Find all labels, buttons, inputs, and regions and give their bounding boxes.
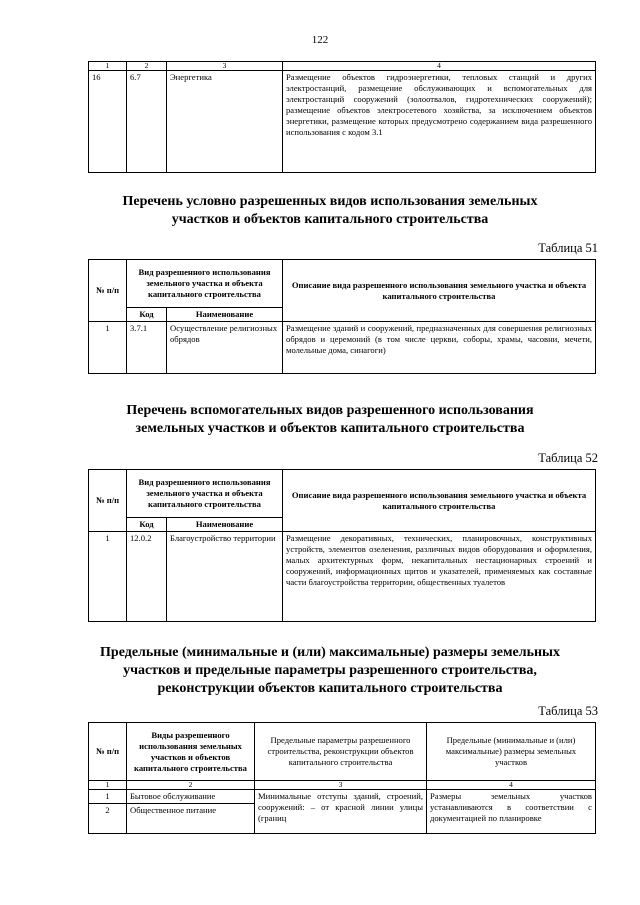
- header-code: Код: [127, 308, 167, 322]
- continuation-table: [88, 61, 596, 173]
- row-kind: Бытовое обслуживание: [127, 790, 255, 804]
- col-number: 4: [427, 781, 596, 790]
- table-53-label: Таблица 53: [538, 704, 598, 718]
- row-name: Благоустройство территории: [167, 532, 283, 622]
- header-description: Описание вида разрешенного использования земельного участка и объекта капитального строительства: [283, 260, 596, 322]
- section-52-heading: [60, 402, 600, 438]
- section-53-heading: [40, 644, 620, 698]
- row-name: Энергетика: [167, 71, 283, 173]
- page-number: 122: [311, 34, 329, 46]
- heading-line: Предельные (минимальные и (или) максимальные) размеры земельных: [100, 645, 560, 660]
- col-number: 2: [127, 781, 255, 790]
- header-name: Наименование: [167, 518, 283, 532]
- row-number: 1: [89, 532, 127, 622]
- heading-line: участков и предельные параметры разрешенного строительства,: [123, 663, 537, 678]
- section-51-heading: [60, 193, 600, 229]
- row-description: Размещение объектов гидроэнергетики, тепловых станций и других электростанций, размещение обслуживающих и вспомогательных для электростанций сооружений (золоотвалов, гидротехнических сооружений); размещение объектов электросетевого хозяйства, за исключением объектов энергетики, размещение которых предусмотрено содержанием вида разрешенного использования с кодом 3.1: [283, 71, 596, 173]
- header-num: № п/п: [89, 260, 127, 322]
- table-52: [88, 469, 596, 622]
- header-kinds: Виды разрешенного использования земельных участков и объектов капитального строительства: [127, 723, 255, 781]
- row-number: 16: [89, 71, 127, 173]
- row-code: 12.0.2: [127, 532, 167, 622]
- row-number: 1: [89, 322, 127, 374]
- table-51-label: Таблица 51: [538, 241, 598, 255]
- row-kind: Общественное питание: [127, 804, 255, 834]
- heading-line: Перечень вспомогательных видов разрешенного использования: [126, 403, 534, 418]
- header-code: Код: [127, 518, 167, 532]
- row-code: 3.7.1: [127, 322, 167, 374]
- row-description: Размещение декоративных, технических, планировочных, конструктивных устройств, элементов озеленения, различных видов оборудования и оформления, малых архитектурных форм, некапитальных нестационарных строений и сооружений, информационных щитов и указателей, применяемых как составные части благоустройства территории, общественных туалетов: [283, 532, 596, 622]
- row-code: 6.7: [127, 71, 167, 173]
- table-53: [88, 722, 596, 834]
- heading-line: реконструкции объектов капитального строительства: [157, 681, 503, 696]
- params-text: Минимальные отступы зданий, строений, сооружений: – от красной линии улицы (границ: [255, 790, 427, 834]
- heading-line: Перечень условно разрешенных видов использования земельных: [122, 194, 538, 209]
- header-num: № п/п: [89, 723, 127, 781]
- col-number: 3: [255, 781, 427, 790]
- col-number: 2: [127, 62, 167, 71]
- col-number: 3: [167, 62, 283, 71]
- row-number: 1: [89, 790, 127, 804]
- col-number: 4: [283, 62, 596, 71]
- row-description: Размещение зданий и сооружений, предназначенных для совершения религиозных обрядов и церемоний (в том числе церкви, соборы, храмы, часовни, мечети, молельные дома, синагоги): [283, 322, 596, 374]
- header-params: Предельные параметры разрешенного строительства, реконструкции объектов капитального строительства: [255, 723, 427, 781]
- header-kind: Вид разрешенного использования земельного участка и объекта капитального строительства: [127, 470, 283, 518]
- header-num: № п/п: [89, 470, 127, 532]
- table-52-label: Таблица 52: [538, 451, 598, 465]
- heading-line: земельных участков и объектов капитального строительства: [135, 421, 525, 436]
- header-sizes: Предельные (минимальные и (или) максимальные) размеры земельных участков: [427, 723, 596, 781]
- table-51: [88, 259, 596, 374]
- heading-line: участков и объектов капитального строительства: [171, 212, 489, 227]
- row-name: Осуществление религиозных обрядов: [167, 322, 283, 374]
- row-number: 2: [89, 804, 127, 834]
- sizes-text: Размеры земельных участков устанавливаются в соответствии с документацией по планировке: [427, 790, 596, 834]
- col-number: 1: [89, 781, 127, 790]
- col-number: 1: [89, 62, 127, 71]
- header-description: Описание вида разрешенного использования земельного участка и объекта капитального строительства: [283, 470, 596, 532]
- header-kind: Вид разрешенного использования земельного участка и объекта капитального строительства: [127, 260, 283, 308]
- header-name: Наименование: [167, 308, 283, 322]
